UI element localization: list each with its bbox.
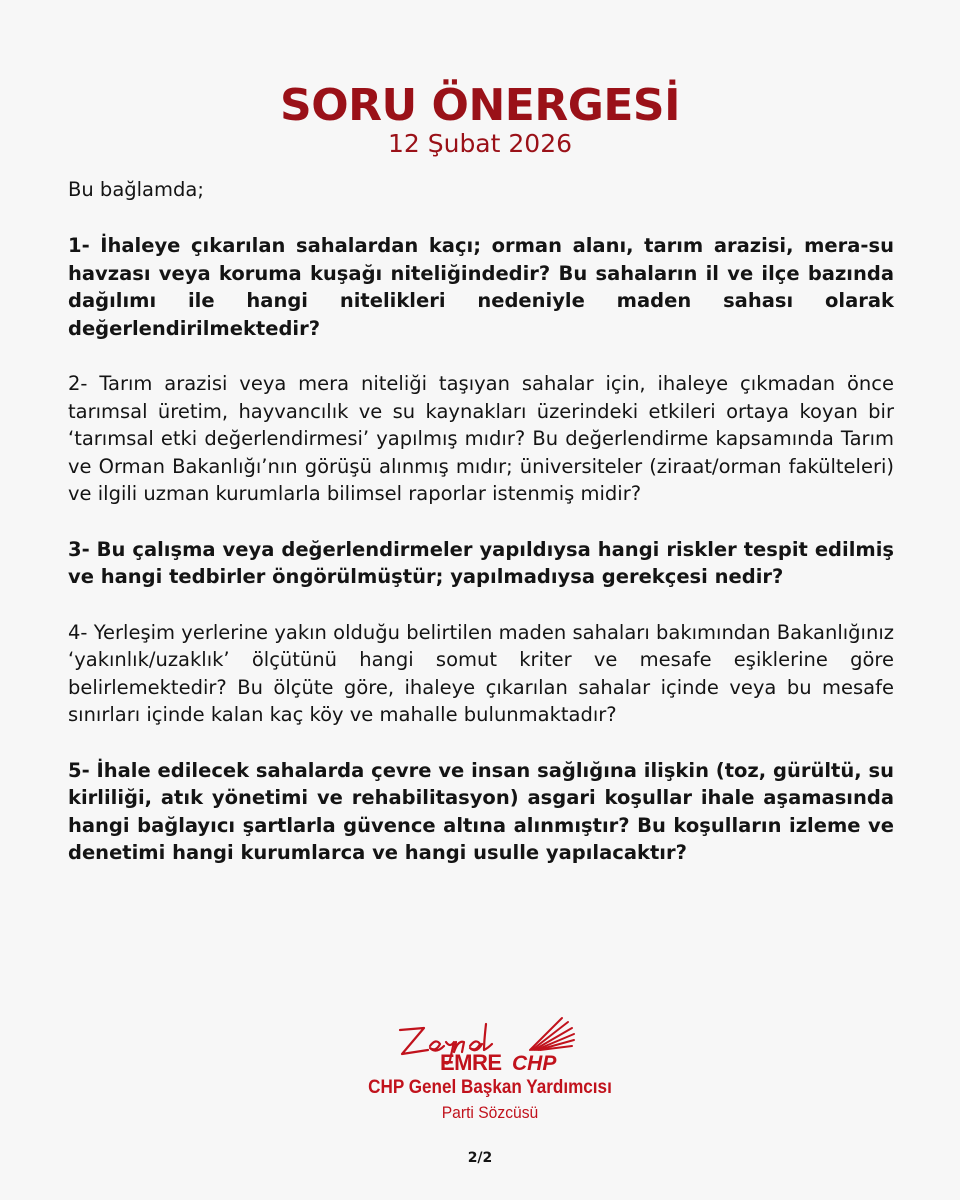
question-2: 2- Tarım arazisi veya mera niteliği taşıyan sahalar için, ihaleye çıkmadan önce tarımsal üretim, hayvancılık ve su kaynakları üzerindeki etkileri ortaya koyan bir ‘tarımsal etki değerlendirmesi’ yapılmış mıdır? Bu değerlendirme kapsamında Tarım ve Orman Bakanlığı’nın görüşü alınmış mıdır; üniversiteler (ziraat/orman fakülteleri) ve ilgili uzman kurumlarla bilimsel raporlar istenmiş midir? [68,372,894,505]
question-4: 4- Yerleşim yerlerine yakın olduğu belirtilen maden sahaları bakımından Bakanlığınız ‘yakınlık/uzaklık’ ölçütünü hangi somut kriter ve mesafe eşiklerine göre belirlemektedir? Bu ölçüte göre, ihaleye çıkarılan sahalar içinde veya bu mesafe sınırları içinde kalan kaç köy ve mahalle bulunmaktadır? [68,620,894,726]
signer-role: CHP Genel Başkan Yardımcısı [368,1077,612,1098]
question-3: 3- Bu çalışma veya değerlendirmeler yapıldıysa hangi riskler tespit edilmiş ve hangi tedbirler öngörülmüştür; yapılmadıysa gerekçesi nedir? [68,537,894,588]
page-title: SORU ÖNERGESİ [280,80,680,131]
signature-block [330,1010,630,1140]
question-1: 1- İhaleye çıkarılan sahalardan kaçı; orman alanı, tarım arazisi, mera-su havzası veya koruma kuşağı niteliğindedir? Bu sahaların il ve ilçe bazında dağılımı ile hangi nitelikleri nedeniyle maden sahası olarak değerlendirilmektedir? [68,234,894,340]
intro-text: Bu bağlamda; [68,178,204,201]
signer-subrole: Parti Sözcüsü [441,1103,539,1122]
question-5: 5- İhale edilecek sahalarda çevre ve insan sağlığına ilişkin (toz, gürültü, su kirliliği, atık yönetimi ve rehabilitasyon) asgari koşullar ihale aşamasında hangi bağlayıcı şartlarla güvence altına alınmıştır? Bu koşulların izleme ve denetimi hangi kurumlarca ve hangi usulle yapılacaktır? [68,758,894,864]
svg-text:CHP: CHP [512,1052,557,1074]
questions-list [68,232,894,895]
document-date: 12 Şubat 2026 [387,129,573,158]
signature-logo [390,1010,590,1074]
svg-text:EMRE: EMRE [440,1050,502,1074]
page-number: 2/2 [467,1150,493,1166]
